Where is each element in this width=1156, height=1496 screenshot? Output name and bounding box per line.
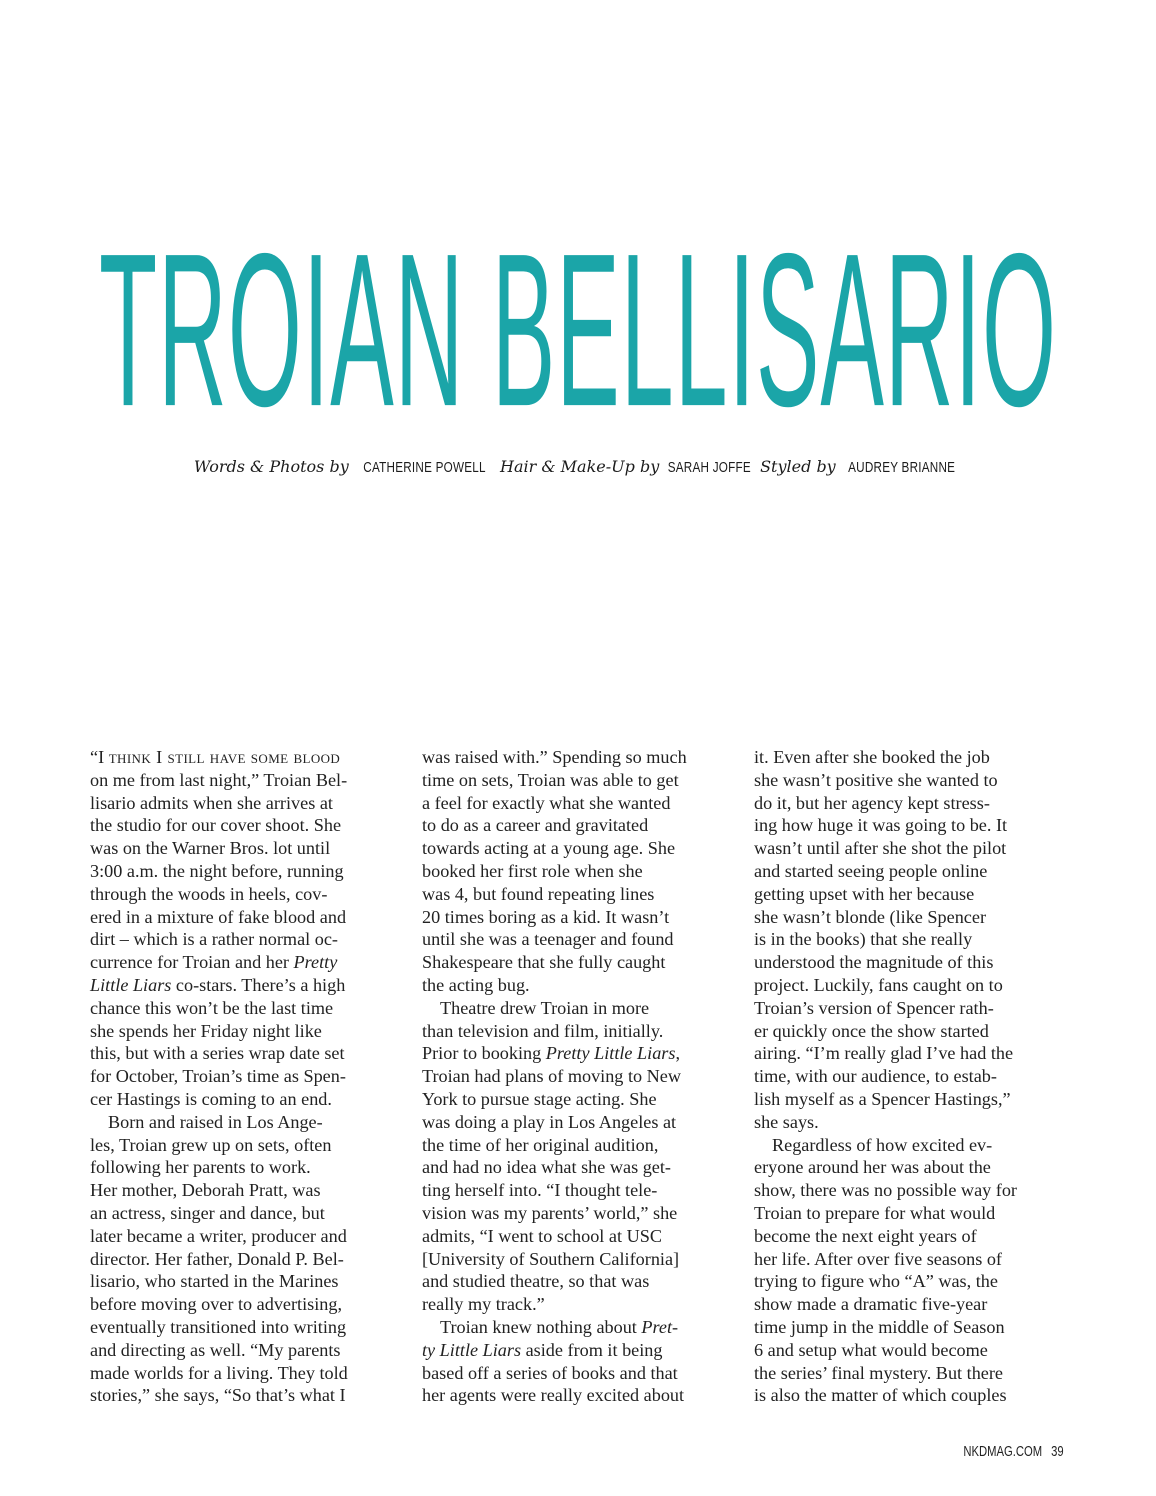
text-run: Her mother, Deborah Pratt, was <box>90 1180 321 1201</box>
text-run: a feel for exactly what she wanted <box>422 792 671 813</box>
text-run: time, with our audience, to estab- <box>754 1066 997 1087</box>
text-line <box>754 1225 1070 1248</box>
text-run: and directing as well. “My parents <box>90 1339 341 1360</box>
text-run: than television and film, initially. <box>422 1020 664 1041</box>
text-line <box>754 906 1070 929</box>
text-line <box>754 1065 1070 1088</box>
headline-text: TROIAN BELLISARIO <box>99 222 1057 452</box>
text-run: the studio for our cover shoot. She <box>90 815 342 836</box>
text-run: project. Luckily, fans caught on to <box>754 974 1003 995</box>
text-line <box>90 1156 406 1179</box>
text-run: wasn’t until after she shot the pilot <box>754 838 1007 859</box>
text-run: currence for Troian and her <box>90 952 294 973</box>
text-run: was doing a play in Los Angeles at <box>422 1111 677 1132</box>
text-run: stories,” she says, “So that’s what I <box>90 1385 346 1406</box>
text-run: getting upset with her because <box>754 883 975 904</box>
text-line <box>90 769 406 792</box>
text-line <box>754 1202 1070 1225</box>
text-line <box>754 1020 1070 1043</box>
text-run: Born and raised in Los Ange- <box>108 1111 323 1132</box>
text-run: Troian had plans of moving to New <box>422 1066 681 1087</box>
text-line <box>422 928 738 951</box>
text-line <box>422 883 738 906</box>
text-line <box>754 1384 1070 1407</box>
text-line <box>754 1270 1070 1293</box>
text-run: it. Even after she booked the job <box>754 747 990 767</box>
text-run: following her parents to work. <box>90 1157 311 1178</box>
text-line <box>754 1156 1070 1179</box>
text-line <box>754 1179 1070 1202</box>
text-run: become the next eight years of <box>754 1225 977 1246</box>
text-line <box>422 974 738 997</box>
text-line <box>90 1362 406 1385</box>
text-line <box>90 746 406 769</box>
text-line <box>90 792 406 815</box>
text-run: the series’ final mystery. But there <box>754 1362 1003 1383</box>
text-run: later became a writer, producer and <box>90 1225 347 1246</box>
text-line <box>422 1202 738 1225</box>
text-line <box>90 1316 406 1339</box>
text-line <box>754 928 1070 951</box>
text-line <box>90 1134 406 1157</box>
text-line <box>90 951 406 974</box>
text-line <box>754 1088 1070 1111</box>
text-line <box>422 1362 738 1385</box>
text-run: really my track.” <box>422 1294 545 1315</box>
text-run: cer Hastings is coming to an end. <box>90 1088 332 1109</box>
headline <box>0 222 1156 452</box>
text-run: ting herself into. “I thought tele- <box>422 1180 658 1201</box>
page-number: 39 <box>1051 1443 1064 1460</box>
text-run: she spends her Friday night like <box>90 1020 322 1041</box>
text-run: trying to figure who “A” was, the <box>754 1271 998 1292</box>
text-run: until she was a teenager and found <box>422 929 674 950</box>
text-run: show made a dramatic five-year <box>754 1294 988 1315</box>
text-line <box>754 769 1070 792</box>
text-run: admits, “I went to school at USC <box>422 1225 662 1246</box>
text-run: the acting bug. <box>422 974 530 995</box>
text-line <box>90 1202 406 1225</box>
text-run: is in the books) that she really <box>754 929 973 950</box>
text-line <box>754 1248 1070 1271</box>
article-paragraph <box>90 746 406 1111</box>
text-run: Pretty Little Liars <box>545 1043 676 1064</box>
text-run: Troian to prepare for what would <box>754 1202 996 1223</box>
article-paragraph <box>754 746 1070 1134</box>
text-run: Shakespeare that she fully caught <box>422 952 666 973</box>
text-line <box>90 1088 406 1111</box>
text-run: , <box>675 1043 681 1064</box>
text-run: lisario admits when she arrives at <box>90 792 333 813</box>
byline-credits <box>0 456 1156 479</box>
text-line <box>422 1248 738 1271</box>
text-line <box>422 1065 738 1088</box>
text-line <box>90 1248 406 1271</box>
article-paragraph <box>422 997 738 1316</box>
text-run: eventually transitioned into writing <box>90 1316 347 1337</box>
text-line <box>90 860 406 883</box>
text-line <box>422 1316 738 1339</box>
text-run: time on sets, Troian was able to get <box>422 769 679 790</box>
text-run: [University of Southern California] <box>422 1248 680 1269</box>
text-run: for October, Troian’s time as Spen- <box>90 1066 346 1087</box>
text-run: before moving over to advertising, <box>90 1294 343 1315</box>
article-column-3 <box>754 746 1070 1407</box>
text-run: 20 times boring as a kid. It wasn’t <box>422 906 670 927</box>
text-run: her life. After over five seasons of <box>754 1248 1002 1269</box>
text-line <box>754 860 1070 883</box>
credit-name: SARAH JOFFE <box>668 459 752 476</box>
text-run: booked her first role when she <box>422 860 643 881</box>
credit-name: AUDREY BRIANNE <box>847 459 956 476</box>
text-line <box>90 1065 406 1088</box>
text-run: she wasn’t blonde (like Spencer <box>754 906 986 927</box>
text-line <box>422 997 738 1020</box>
text-line <box>90 883 406 906</box>
text-run: the time of her original audition, <box>422 1134 659 1155</box>
text-line <box>754 1339 1070 1362</box>
text-run: time jump in the middle of Season <box>754 1316 1005 1337</box>
text-line <box>422 814 738 837</box>
text-line <box>422 1293 738 1316</box>
text-run: ered in a mixture of fake blood and <box>90 906 347 927</box>
text-line <box>422 1111 738 1134</box>
text-run: Troian knew nothing about <box>440 1316 642 1337</box>
text-line <box>90 1020 406 1043</box>
article-column-2 <box>422 746 738 1407</box>
text-run: and had no idea what she was get- <box>422 1157 671 1178</box>
text-line <box>754 1293 1070 1316</box>
text-run: er quickly once the show started <box>754 1020 989 1041</box>
text-line <box>422 906 738 929</box>
text-run: Little Liars <box>90 974 172 995</box>
text-line <box>422 1088 738 1111</box>
credit-role: Hair & Make-Up by <box>499 457 660 476</box>
text-line <box>754 837 1070 860</box>
text-line <box>422 1020 738 1043</box>
text-run: Pret- <box>641 1316 679 1337</box>
text-run: her agents were really excited about <box>422 1385 685 1406</box>
credit-role: Words & Photos by <box>193 457 349 476</box>
text-run: think I still have some blood <box>108 747 341 767</box>
text-line <box>754 1042 1070 1065</box>
text-run: was on the Warner Bros. lot until <box>90 838 331 859</box>
text-run: “I <box>90 747 109 767</box>
text-run: airing. “I’m really glad I’ve had the <box>754 1043 1014 1064</box>
text-run: Prior to booking <box>422 1043 546 1064</box>
text-line <box>422 1156 738 1179</box>
text-line <box>754 883 1070 906</box>
text-run: is also the matter of which couples <box>754 1385 1007 1406</box>
text-run: Pretty <box>293 952 338 973</box>
text-line <box>754 746 1070 769</box>
text-line <box>422 860 738 883</box>
article-paragraph <box>90 1111 406 1407</box>
text-line <box>754 792 1070 815</box>
text-run: she wasn’t positive she wanted to <box>754 769 998 790</box>
text-line <box>754 997 1070 1020</box>
text-run: chance this won’t be the last time <box>90 997 334 1018</box>
text-line <box>90 906 406 929</box>
text-line <box>422 1384 738 1407</box>
text-run: les, Troian grew up on sets, often <box>90 1134 332 1155</box>
text-run: York to pursue stage acting. She <box>422 1088 657 1109</box>
text-run: ty Little Liars <box>422 1339 522 1360</box>
text-run: this, but with a series wrap date set <box>90 1043 345 1064</box>
article-paragraph <box>422 746 738 997</box>
text-line <box>754 1111 1070 1134</box>
text-line <box>422 1270 738 1293</box>
text-line <box>90 837 406 860</box>
text-run: 6 and setup what would become <box>754 1339 988 1360</box>
text-run: to do as a career and gravitated <box>422 815 649 836</box>
text-run: eryone around her was about the <box>754 1157 991 1178</box>
text-run: was raised with.” Spending so much <box>422 747 687 767</box>
text-line <box>90 1384 406 1407</box>
text-line <box>754 1362 1070 1385</box>
text-run: was 4, but found repeating lines <box>422 883 655 904</box>
credit-name: CATHERINE POWELL <box>363 459 486 476</box>
text-line <box>422 1042 738 1065</box>
text-run: do it, but her agency kept stress- <box>754 792 990 813</box>
text-run: Regardless of how excited ev- <box>772 1134 993 1155</box>
text-run: towards acting at a young age. She <box>422 838 676 859</box>
text-run: director. Her father, Donald P. Bel- <box>90 1248 344 1269</box>
text-run: aside from it being <box>521 1339 663 1360</box>
text-run: she says. <box>754 1111 819 1132</box>
text-line <box>422 1179 738 1202</box>
article-column-1 <box>90 746 406 1407</box>
text-run: 3:00 a.m. the night before, running <box>90 860 344 881</box>
text-line <box>90 814 406 837</box>
text-line <box>422 769 738 792</box>
text-line <box>754 1134 1070 1157</box>
text-line <box>90 1293 406 1316</box>
text-line <box>90 1179 406 1202</box>
article-paragraph <box>422 1316 738 1407</box>
text-line <box>90 1111 406 1134</box>
text-run: and started seeing people online <box>754 860 988 881</box>
text-run: Troian’s version of Spencer rath- <box>754 997 994 1018</box>
text-line <box>422 1134 738 1157</box>
text-line <box>754 951 1070 974</box>
text-line <box>422 1225 738 1248</box>
text-run: lisario, who started in the Marines <box>90 1271 339 1292</box>
text-line <box>422 746 738 769</box>
text-line <box>90 1270 406 1293</box>
text-run: through the woods in heels, cov- <box>90 883 328 904</box>
text-line <box>754 814 1070 837</box>
text-line <box>90 1225 406 1248</box>
text-run: on me from last night,” Troian Bel- <box>90 769 348 790</box>
text-run: an actress, singer and dance, but <box>90 1202 325 1223</box>
text-line <box>422 951 738 974</box>
text-line <box>90 997 406 1020</box>
text-run: Theatre drew Troian in more <box>440 997 650 1018</box>
text-run: based off a series of books and that <box>422 1362 678 1383</box>
credit-role: Styled by <box>760 457 836 476</box>
magazine-site: NKDMAG.COM <box>963 1443 1043 1460</box>
text-line <box>754 1316 1070 1339</box>
text-run: and studied theatre, so that was <box>422 1271 650 1292</box>
text-run: made worlds for a living. They told <box>90 1362 348 1383</box>
text-line <box>90 1042 406 1065</box>
text-line <box>90 1339 406 1362</box>
text-line <box>90 974 406 997</box>
text-run: lish myself as a Spencer Hastings,” <box>754 1088 1011 1109</box>
text-line <box>754 974 1070 997</box>
article-paragraph <box>754 1134 1070 1408</box>
text-line <box>422 792 738 815</box>
text-run: co-stars. There’s a high <box>171 974 346 995</box>
text-run: show, there was no possible way for <box>754 1180 1017 1201</box>
text-run: understood the magnitude of this <box>754 952 994 973</box>
text-run: ing how huge it was going to be. It <box>754 815 1008 836</box>
text-run: dirt – which is a rather normal oc- <box>90 929 338 950</box>
page-footer <box>964 1443 1064 1460</box>
text-line <box>422 837 738 860</box>
text-line <box>90 928 406 951</box>
text-line <box>422 1339 738 1362</box>
text-run: vision was my parents’ world,” she <box>422 1202 678 1223</box>
